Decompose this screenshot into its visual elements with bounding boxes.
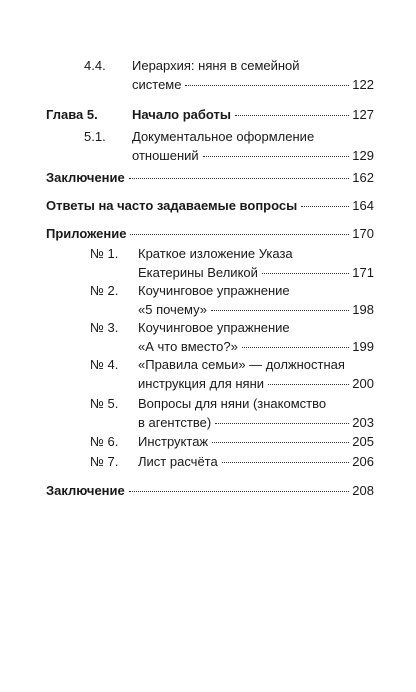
entry-title-line1: Вопросы для няни (знакомство — [138, 396, 327, 411]
dot-leader — [212, 442, 349, 443]
appendix-number: № 7. — [90, 454, 119, 469]
page-number: 122 — [352, 77, 374, 92]
page-number: 205 — [352, 434, 374, 449]
dot-leader — [185, 85, 349, 86]
appendix-number: № 5. — [90, 396, 119, 411]
page-number: 162 — [352, 170, 374, 185]
toc-entry-5-1 — [84, 127, 374, 165]
page-number: 208 — [352, 483, 374, 498]
entry-title: Ответы на часто задаваемые вопросы — [46, 198, 298, 213]
toc-entry-appendix-5 — [90, 394, 374, 432]
page-number: 206 — [352, 454, 374, 469]
page-number: 198 — [352, 302, 374, 317]
entry-title: Инструктаж — [138, 434, 209, 449]
entry-title-line1: Краткое изложение Указа — [138, 246, 293, 261]
entry-title-line2: в агентстве) — [138, 415, 212, 430]
page-number: 164 — [352, 198, 374, 213]
toc-entry-appendix-4 — [90, 355, 374, 393]
entry-title: Начало работы — [132, 107, 231, 122]
dot-leader — [215, 423, 349, 424]
dot-leader — [235, 115, 349, 116]
entry-title-line1: Иерархия: няня в семейной — [132, 58, 300, 73]
entry-title-line2: Екатерины Великой — [138, 265, 258, 280]
entry-title-line2: «А что вместо?» — [138, 339, 238, 354]
toc-entry-appendix-1 — [90, 244, 374, 282]
page-number: 129 — [352, 148, 374, 163]
toc-entry-conclusion-2 — [46, 481, 374, 500]
entry-title-line2: системе — [132, 77, 182, 92]
entry-title-line1: Коучинговое упражнение — [138, 320, 290, 335]
entry-title: Приложение — [46, 226, 127, 241]
appendix-number: № 4. — [90, 357, 119, 372]
page-number: 127 — [352, 107, 374, 122]
entry-title-line1: «Правила семьи» — должностная — [138, 357, 345, 372]
page-number: 203 — [352, 415, 374, 430]
dot-leader — [129, 491, 350, 492]
section-number: 5.1. — [84, 129, 106, 144]
dot-leader — [262, 273, 349, 274]
dot-leader — [130, 234, 349, 235]
toc-entry-4-4 — [84, 56, 374, 94]
chapter-number: Глава 5. — [46, 107, 98, 122]
page-number: 170 — [352, 226, 374, 241]
entry-title-line1: Коучинговое упражнение — [138, 283, 290, 298]
dot-leader — [129, 178, 350, 179]
toc-entry-appendix-2 — [90, 281, 374, 319]
entry-title-line2: инструкция для няни — [138, 376, 265, 391]
toc-entry-chapter-5 — [46, 105, 374, 124]
appendix-number: № 3. — [90, 320, 119, 335]
dot-leader — [268, 384, 349, 385]
entry-title-line2: отношений — [132, 148, 199, 163]
dot-leader — [222, 462, 350, 463]
toc-entry-appendix-7 — [90, 452, 374, 471]
appendix-number: № 1. — [90, 246, 119, 261]
dot-leader — [301, 206, 349, 207]
section-number: 4.4. — [84, 58, 106, 73]
dot-leader — [242, 347, 349, 348]
page-number: 171 — [352, 265, 374, 280]
entry-title: Заключение — [46, 170, 125, 185]
page-number: 199 — [352, 339, 374, 354]
toc-entry-faq — [46, 196, 374, 215]
entry-title: Лист расчёта — [138, 454, 218, 469]
toc-entry-appendix-3 — [90, 318, 374, 356]
entry-title: Заключение — [46, 483, 125, 498]
page-number: 200 — [352, 376, 374, 391]
appendix-number: № 6. — [90, 434, 119, 449]
appendix-number: № 2. — [90, 283, 119, 298]
entry-title-line1: Документальное оформление — [132, 129, 315, 144]
toc-entry-conclusion — [46, 168, 374, 187]
entry-title-line2: «5 почему» — [138, 302, 208, 317]
dot-leader — [203, 156, 350, 157]
toc-entry-appendix — [46, 224, 374, 243]
dot-leader — [211, 310, 349, 311]
toc-entry-appendix-6 — [90, 432, 374, 451]
